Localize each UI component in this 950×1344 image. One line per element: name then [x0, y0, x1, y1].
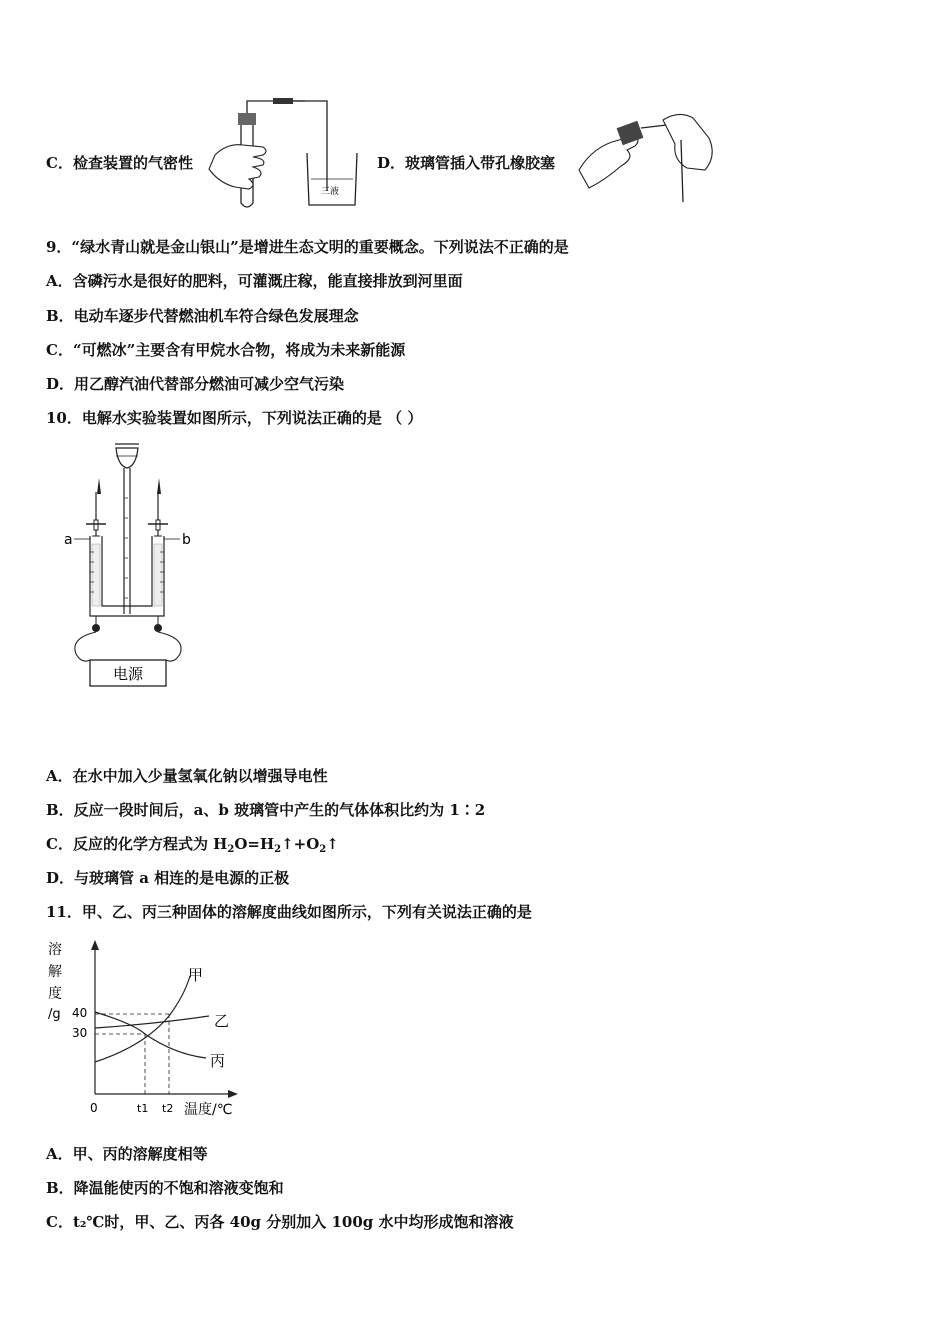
series-label-bing: 丙: [210, 1052, 226, 1070]
glass-tube-right: [293, 101, 327, 191]
y-axis-label-2: 解: [48, 964, 62, 980]
hand-icon: [209, 145, 266, 189]
q8-option-d: D．玻璃管插入带孔橡胶塞: [377, 154, 556, 172]
y-tick-30: 30: [72, 1026, 88, 1040]
electrolysis-apparatus-figure: [60, 438, 200, 690]
label-b: b: [182, 532, 191, 548]
left-nozzle: [97, 478, 101, 494]
y-axis-arrow: [91, 940, 99, 950]
beaker-label: 三液: [321, 187, 340, 197]
solubility-chart: [44, 936, 244, 1121]
x-tick-t2: t2: [162, 1102, 174, 1115]
q11-option-a: A．甲、丙的溶解度相等: [46, 1145, 208, 1163]
x-tick-t1: t1: [137, 1102, 149, 1115]
q10-option-d: D．与玻璃管 a 相连的是电源的正极: [46, 869, 290, 887]
q10-stem: 10．电解水实验装置如图所示，下列说法正确的是 （ ）: [46, 409, 423, 427]
series-label-yi: 乙: [214, 1012, 230, 1030]
right-nozzle: [157, 478, 161, 494]
q10-option-a: A．在水中加入少量氢氧化钠以增强导电性: [46, 767, 328, 785]
q9-option-b: B．电动车逐步代替燃油机车符合绿色发展理念: [46, 307, 359, 325]
curve-jia: [95, 976, 190, 1062]
left-gas-tube: [86, 478, 106, 606]
q10-option-b: B．反应一段时间后，a、b 玻璃管中产生的气体体积比约为 1∶2: [46, 801, 486, 819]
left-hand-icon: [579, 136, 638, 188]
q11-option-b: B．降温能使丙的不饱和溶液变饱和: [46, 1179, 284, 1197]
left-wire: [75, 632, 96, 661]
q11-stem: 11．甲、乙、丙三种固体的溶解度曲线如图所示，下列有关说法正确的是: [46, 903, 532, 921]
q11-option-c: C．t₂℃时，甲、乙、丙各 40g 分别加入 100g 水中均形成饱和溶液: [46, 1213, 514, 1231]
stopper-insertion-figure: [575, 110, 720, 205]
water-reservoir: [116, 448, 138, 468]
y-axis-label-1: 溶: [48, 942, 62, 958]
right-hand-icon: [663, 114, 712, 170]
x-axis-label: 温度/℃: [184, 1102, 233, 1118]
q8-option-c: C．检查装置的气密性: [46, 154, 193, 172]
left-electrode: [92, 624, 100, 632]
q10-option-c: C．反应的化学方程式为 $H_2O=H_2↑+O_2↑$: [46, 835, 339, 855]
rubber-connector: [273, 98, 293, 104]
q9-option-a: A．含磷污水是很好的肥料，可灌溉庄稼，能直接排放到河里面: [46, 272, 463, 290]
power-label: 电源: [112, 665, 144, 683]
right-gas-tube: [148, 478, 168, 606]
label-a: a: [64, 532, 73, 548]
q9-option-c: C．“可燃冰”主要含有甲烷水合物，将成为未来新能源: [46, 341, 406, 359]
series-label-jia: 甲: [188, 966, 204, 984]
y-axis-label-4: /g: [48, 1007, 61, 1022]
q9-stem: 9．“绿水青山就是金山银山”是增进生态文明的重要概念。下列说法不正确的是: [46, 238, 569, 256]
y-tick-40: 40: [72, 1006, 88, 1020]
right-electrode: [154, 624, 162, 632]
rubber-stopper: [238, 113, 256, 125]
x-axis-arrow: [228, 1090, 238, 1098]
q9-option-d: D．用乙醇汽油代替部分燃油可减少空气污染: [46, 375, 345, 393]
airtightness-check-figure: [205, 95, 365, 215]
x-tick-0: 0: [90, 1101, 98, 1115]
y-axis-label-3: 度: [48, 986, 62, 1002]
right-wire: [158, 632, 181, 661]
